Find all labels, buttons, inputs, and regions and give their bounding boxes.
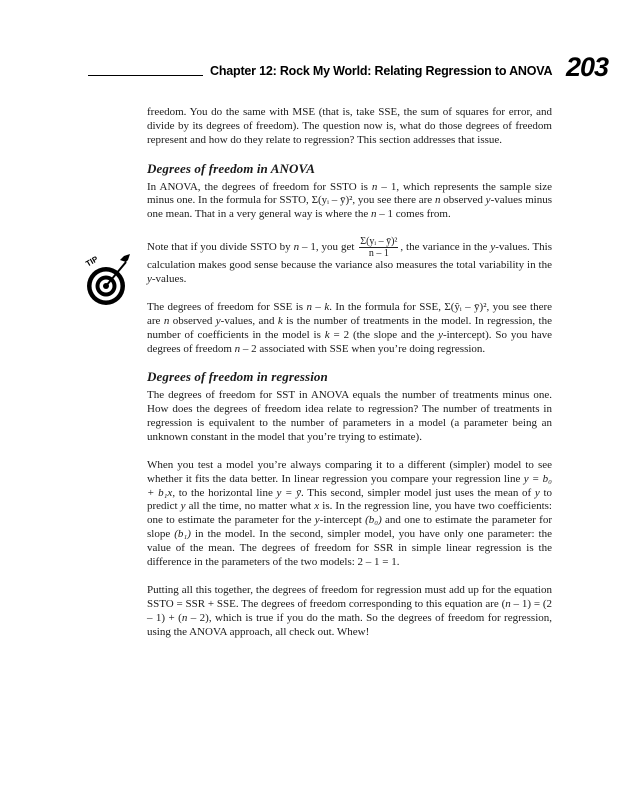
section-heading-anova: Degrees of freedom in ANOVA xyxy=(147,160,316,176)
paragraph: Putting all this together, the degrees of freedom for regression must add up for the equation SSTO = SSR + SSE. The degrees of freedom corresponding to this equation are (n – 1) = (2 – 1) + (n – 2), which is true if you do the math. So the degrees of freedom for regression, using the ANOVA approach, all check out. Whew! xyxy=(147,583,552,638)
header-rule xyxy=(88,75,203,76)
section-heading-regression: Degrees of freedom in regression xyxy=(147,369,328,385)
paragraph: The degrees of freedom for SSE is n – k. In the formula for SSE, Σ(ŷᵢ – ȳ)², you see there are n observed y-values, and k is the number of treatments in the model. In regression, the number of coefficients in the model is k = 2 (the slope and the y-intercept). So you have degrees of freedom n – 2 associated with SSE when you’re doing regression. xyxy=(147,300,553,355)
paragraph: The degrees of freedom for SST in ANOVA equals the number of treatments minus one. How does the degrees of freedom idea relate to regression? The number of treatments in regression is equivalent to the number of parameters in a model (a parameter being an unknown constant in the model that you’re trying to estimate). xyxy=(147,389,552,443)
target-icon xyxy=(84,250,132,310)
body-text xyxy=(147,106,552,653)
variance-fraction: $\frac{\text{Σ(yᵢ – ȳ)²}}{n - 1}$ xyxy=(360,236,398,260)
paragraph: In ANOVA, the degrees of freedom for SSTO is n – 1, which represents the sample size minus one. In the formula for SSTO, Σ(yᵢ – ȳ)², you see there are n observed y-values minus one mean. That in a very general way is where the n – 1 comes from. xyxy=(147,180,553,221)
paragraph: Note that if you divide SSTO by n – 1, you get $\frac{\text{Σ(yᵢ – ȳ)²}}{n - 1}$ , the variance in the y-values. This calculation makes good sense because the variance also measures the total variability in the y-values. xyxy=(147,236,553,286)
paragraph: freedom. You do the same with MSE (that is, take SSE, the sum of squares for error, and divide by its degrees of freedom). The question now is, what do those degrees of freedom represent and how do they relate to regression? This section addresses that issue. xyxy=(147,106,552,146)
tip-label: TIP xyxy=(84,254,100,269)
paragraph: When you test a model you’re always comparing it to a different (simpler) model to see whether it fits the data better. In linear regression you compare your regression line y = b₀ + b₁x, to the horizontal line y = ȳ. This second, simpler model just uses the mean of y to predict y all the time, no matter what x is. In the regression line, you have two coefficients: one to estimate the parameter for the y-intercept (b₀) and one to estimate the parameter for slope (b₁) in the model. In the second, simpler model, you have only one parameter: the value of the mean. The degrees of freedom for SSR in simple linear regression is the difference in the parameters of the two models: 2 – 1 = 1. xyxy=(147,458,553,569)
sse-formula: Σ(ŷᵢ – ȳ)² xyxy=(444,300,487,313)
ssto-formula: Σ(yᵢ – ȳ)² xyxy=(311,194,353,207)
page-number: 203 xyxy=(566,52,609,82)
running-head: Chapter 12: Rock My World: Relating Regression to ANOVA xyxy=(210,64,553,78)
